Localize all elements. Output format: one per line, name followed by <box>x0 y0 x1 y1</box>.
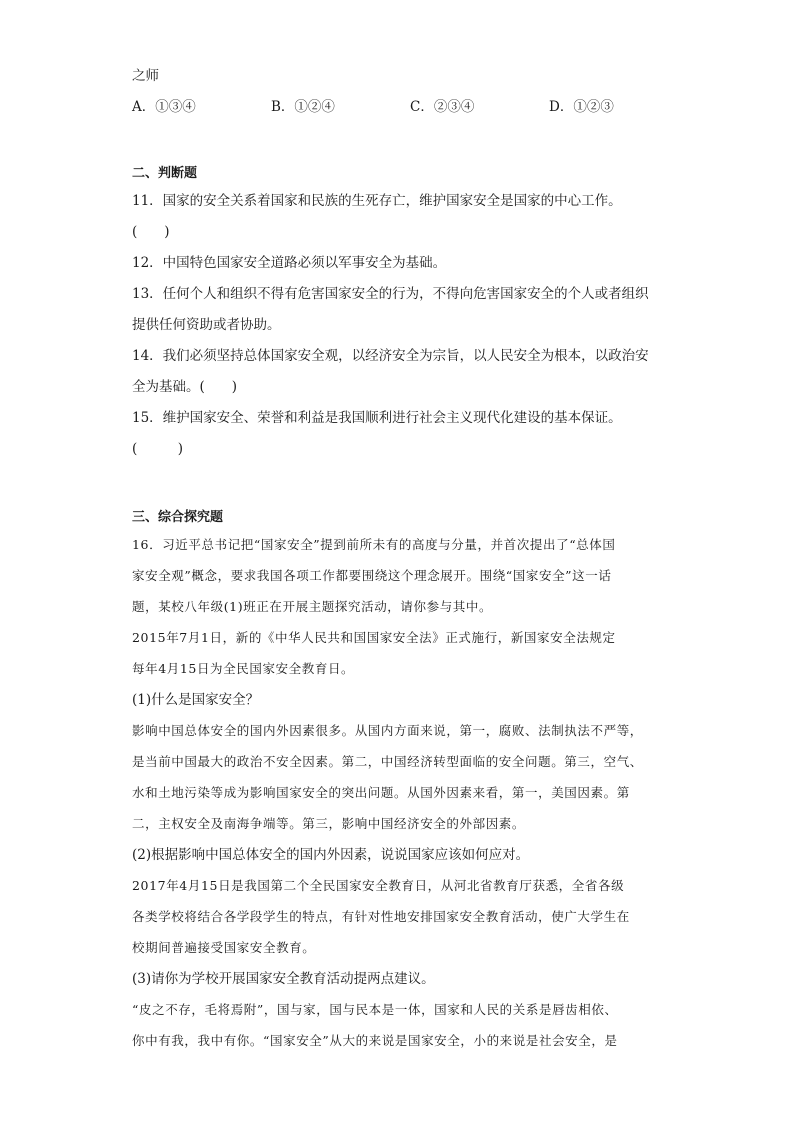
option-value: ②③④ <box>433 99 475 115</box>
question-15: 15．维护国家安全、荣誉和利益是我国顺利进行社会主义现代化建设的基本保证。 <box>132 410 622 426</box>
answer-blank: ( ) <box>132 441 184 457</box>
question-13-line-1: 13．任何个人和组织不得有危害国家安全的行为，不得向危害国家安全的个人或者组织 <box>132 286 649 302</box>
question-14-line-2: 全为基础。( ) <box>132 379 238 395</box>
question-14-line-1: 14．我们必须坚持总体国家安全观，以经济安全为宗旨，以人民安全为根本，以政治安 <box>132 348 649 364</box>
material-line: 每年4月15日为全民国家安全教育日。 <box>132 661 355 676</box>
option-label: A． <box>132 99 156 115</box>
material-line: 题，某校八年级(1)班正在开展主题探究活动，请你参与其中。 <box>132 599 493 614</box>
material-line: 家安全观”概念，要求我国各项工作都要围绕这个理念展开。围绕“国家安全”这一话 <box>132 568 612 583</box>
sub-question-2: (2)根据影响中国总体安全的国内外因素，说说国家应该如何应对。 <box>132 847 530 863</box>
question-13-line-2: 提供任何资助或者协助。 <box>132 317 281 333</box>
option-a <box>132 97 196 117</box>
option-b <box>271 97 335 117</box>
material-line: 2017年4月15日是我国第二个全民国家安全教育日，从河北省教育厅获悉，全省各级 <box>132 878 625 893</box>
material-line: 各类学校将结合各学段学生的特点，有针对性地安排国家安全教育活动，使广大学生在 <box>132 909 630 924</box>
option-label: D． <box>549 99 574 115</box>
question-11: 11．国家的安全关系着国家和民族的生死存亡，维护国家安全是国家的中心工作。 <box>132 193 622 209</box>
option-c <box>410 97 474 117</box>
material-line: 你中有我，我中有你。“国家安全”从大的来说是国家安全，小的来说是社会安全，是 <box>132 1033 618 1048</box>
option-d <box>549 97 614 117</box>
material-line: 2015年7月1日，新的《中华人民共和国国家安全法》正式施行，新国家安全法规定 <box>132 630 616 645</box>
section-title-true-false: 二、判断题 <box>132 166 198 181</box>
material-line: 是当前中国最大的政治不安全因素。第二，中国经济转型面临的安全问题。第三，空气、 <box>132 754 643 769</box>
material-line: 16．习近平总书记把“国家安全”提到前所未有的高度与分量，并首次提出了“总体国 <box>132 537 616 552</box>
material-line: 水和土地污染等成为影响国家安全的突出问题。从国外因素来看，第一，美国因素。第 <box>132 785 630 800</box>
question-stem-fragment: 之师 <box>132 68 159 84</box>
sub-question-3: (3)请你为学校开展国家安全教育活动提两点建议。 <box>132 971 435 987</box>
option-label: B． <box>271 99 295 115</box>
section-title-inquiry: 三、综合探究题 <box>132 510 224 525</box>
answer-blank: ( ) <box>132 224 170 240</box>
material-line: 二，主权安全及南海争端等。第三，影响中国经济安全的外部因素。 <box>132 816 526 831</box>
question-12: 12．中国特色国家安全道路必须以军事安全为基础。 <box>132 255 447 271</box>
option-value: ①②③ <box>573 99 614 115</box>
sub-question-1: (1)什么是国家安全？ <box>132 692 260 708</box>
option-value: ①②④ <box>294 99 335 115</box>
material-line: “皮之不存，毛将焉附”，国与家，国与民本是一体，国家和人民的关系是唇齿相依、 <box>132 1002 618 1017</box>
material-line: 影响中国总体安全的国内外因素很多。从国内方面来说，第一，腐败、法制执法不严等， <box>132 723 643 738</box>
option-label: C． <box>410 99 434 115</box>
option-value: ①③④ <box>155 99 196 115</box>
material-line: 校期间普遍接受国家安全教育。 <box>132 940 316 955</box>
